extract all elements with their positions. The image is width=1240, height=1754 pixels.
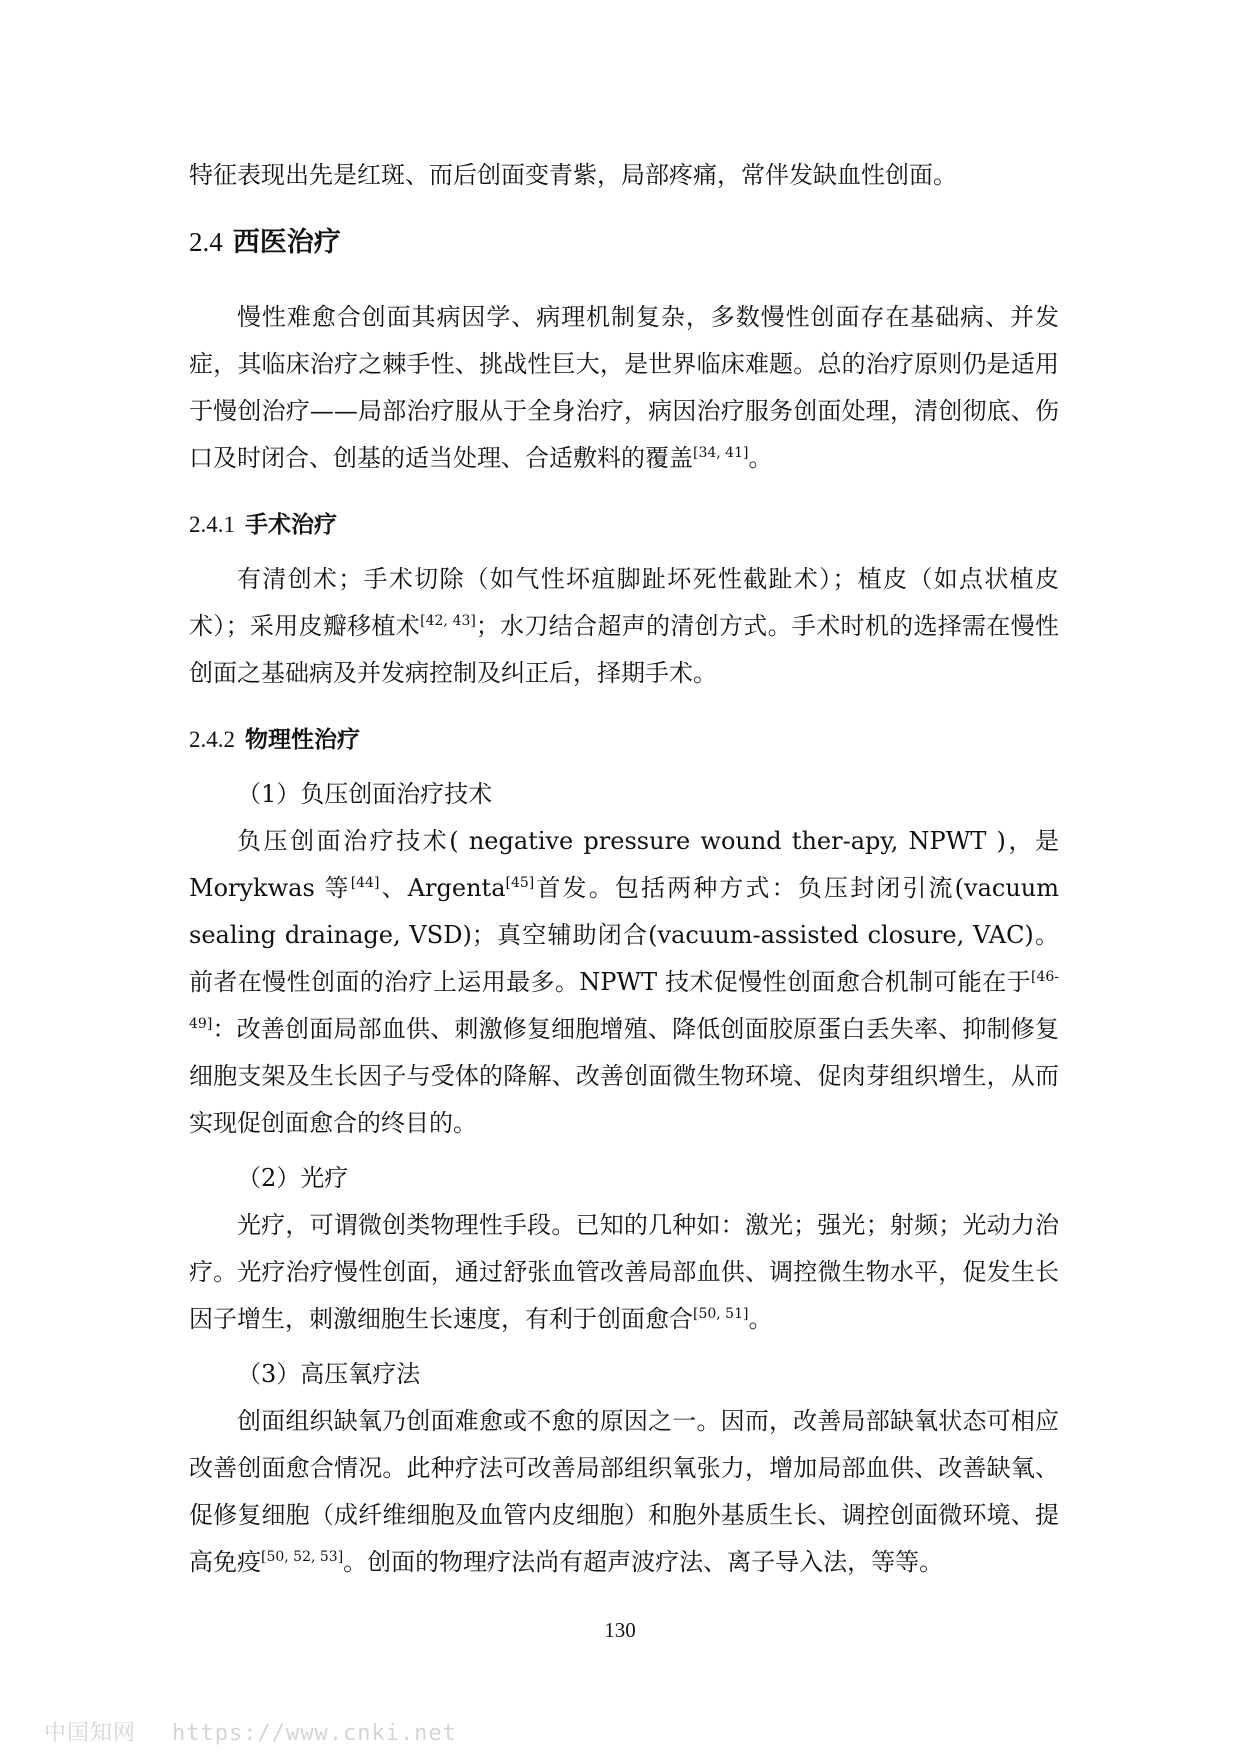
paragraph-text: 慢性难愈合创面其病因学、病理机制复杂，多数慢性创面存在基础病、并发症，其临床治疗之棘手性、挑战性巨大，是世界临床难题。总的治疗原则仍是适用于慢创治疗——局部治疗服从于全身治疗，病因治疗服务创面处理，清创彻底、伤口及时闭合、创基的适当处理、合适敷料的覆盖 xyxy=(189,303,1059,472)
paragraph-text: 首发。包括两种方式：负压封闭引流(vacuum sealing drainage, VSD)；真空辅助闭合(vacuum-assisted closure, VAC)。前者在慢性创面的治疗上运用最多。NPWT 技术促慢性创面愈合机制可能在于 xyxy=(189,874,1060,996)
list-item-label: （3）高压氧疗法 xyxy=(237,1360,421,1388)
paragraph-text: ：改善创面局部血供、刺激修复细胞增殖、降低创面胶原蛋白丢失率、抑制修复细胞支架及生长因子与受体的降解、改善创面微生物环境、促肉芽组织增生，从而实现促创面愈合的终目的。 xyxy=(189,1015,1059,1137)
section-number: 2.4 xyxy=(189,227,223,257)
citation-ref: [50, 51] xyxy=(693,1306,749,1322)
section-heading-2-4 xyxy=(189,217,1059,268)
section-heading-2-4-2 xyxy=(189,717,1059,763)
paragraph-phototherapy xyxy=(189,1202,1059,1343)
citation-ref: [44] xyxy=(350,875,380,891)
citation-ref: [50, 52, 53] xyxy=(261,1549,344,1565)
paragraph-hyperbaric-oxygen xyxy=(189,1398,1059,1586)
cnki-watermark xyxy=(44,1716,457,1747)
page-content xyxy=(189,152,1059,1586)
list-item-heading xyxy=(189,771,1059,818)
paragraph-text: ；水刀结合超声的清创方式。手术时机的选择需在慢性创面之基础病及并发病控制及纠正后，择期手术。 xyxy=(189,612,1060,687)
paragraph-end: 。 xyxy=(748,444,773,472)
list-item-label: （2）光疗 xyxy=(237,1164,349,1192)
paragraph-text: 有清创术；手术切除（如气性坏疽脚趾坏死性截趾术）；植皮（如点状植皮术）；采用皮瓣移植术 xyxy=(189,565,1059,640)
paragraph-npwt xyxy=(189,818,1059,1147)
paragraph-overview xyxy=(189,294,1059,482)
paragraph-end: 。 xyxy=(748,1305,773,1333)
paragraph-text: 。创面的物理疗法尚有超声波疗法、离子导入法，等等。 xyxy=(343,1548,944,1576)
citation-ref: [42, 43] xyxy=(420,613,476,629)
section-number: 2.4.2 xyxy=(189,727,235,752)
paragraph-surgery xyxy=(189,556,1059,697)
list-item-heading xyxy=(189,1155,1059,1202)
paragraph-text: 光疗，可谓微创类物理性手段。已知的几种如：激光；强光；射频；光动力治疗。光疗治疗慢性创面，通过舒张血管改善局部血供、调控微生物水平，促发生长因子增生，刺激细胞生长速度，有利于创面愈合 xyxy=(189,1211,1059,1333)
paragraph-text: 特征表现出先是红斑、而后创面变青紫，局部疼痛，常伴发缺血性创面。 xyxy=(189,161,957,189)
citation-ref: [45] xyxy=(505,875,535,891)
paragraph-text: 、Argenta xyxy=(379,874,506,902)
section-heading-2-4-1 xyxy=(189,502,1059,548)
citation-ref: [34, 41] xyxy=(693,445,749,461)
paragraph-text: 负压创面治疗技术( negative pressure wound ther-apy, NPWT )，是 Morykwas 等 xyxy=(189,827,1059,902)
list-item-label: （1）负压创面治疗技术 xyxy=(237,780,493,808)
watermark-url[interactable]: https://www.cnki.net xyxy=(172,1721,457,1746)
watermark-brand: 中国知网 xyxy=(44,1721,137,1746)
paragraph-continuation xyxy=(189,152,1059,199)
section-title: 西医治疗 xyxy=(232,227,341,258)
page-number: 130 xyxy=(604,1618,636,1642)
citation-ref: [46-49] xyxy=(189,969,1059,1032)
list-item-heading xyxy=(189,1351,1059,1398)
section-number: 2.4.1 xyxy=(189,512,235,537)
paragraph-text: 创面组织缺氧乃创面难愈或不愈的原因之一。因而，改善局部缺氧状态可相应改善创面愈合情况。此种疗法可改善局部组织氧张力，增加局部血供、改善缺氧、促修复细胞（成纤维细胞及血管内皮细胞）和胞外基质生长、调控创面微环境、提高免疫 xyxy=(189,1407,1059,1576)
section-title: 物理性治疗 xyxy=(245,727,360,753)
section-title: 手术治疗 xyxy=(245,512,337,538)
